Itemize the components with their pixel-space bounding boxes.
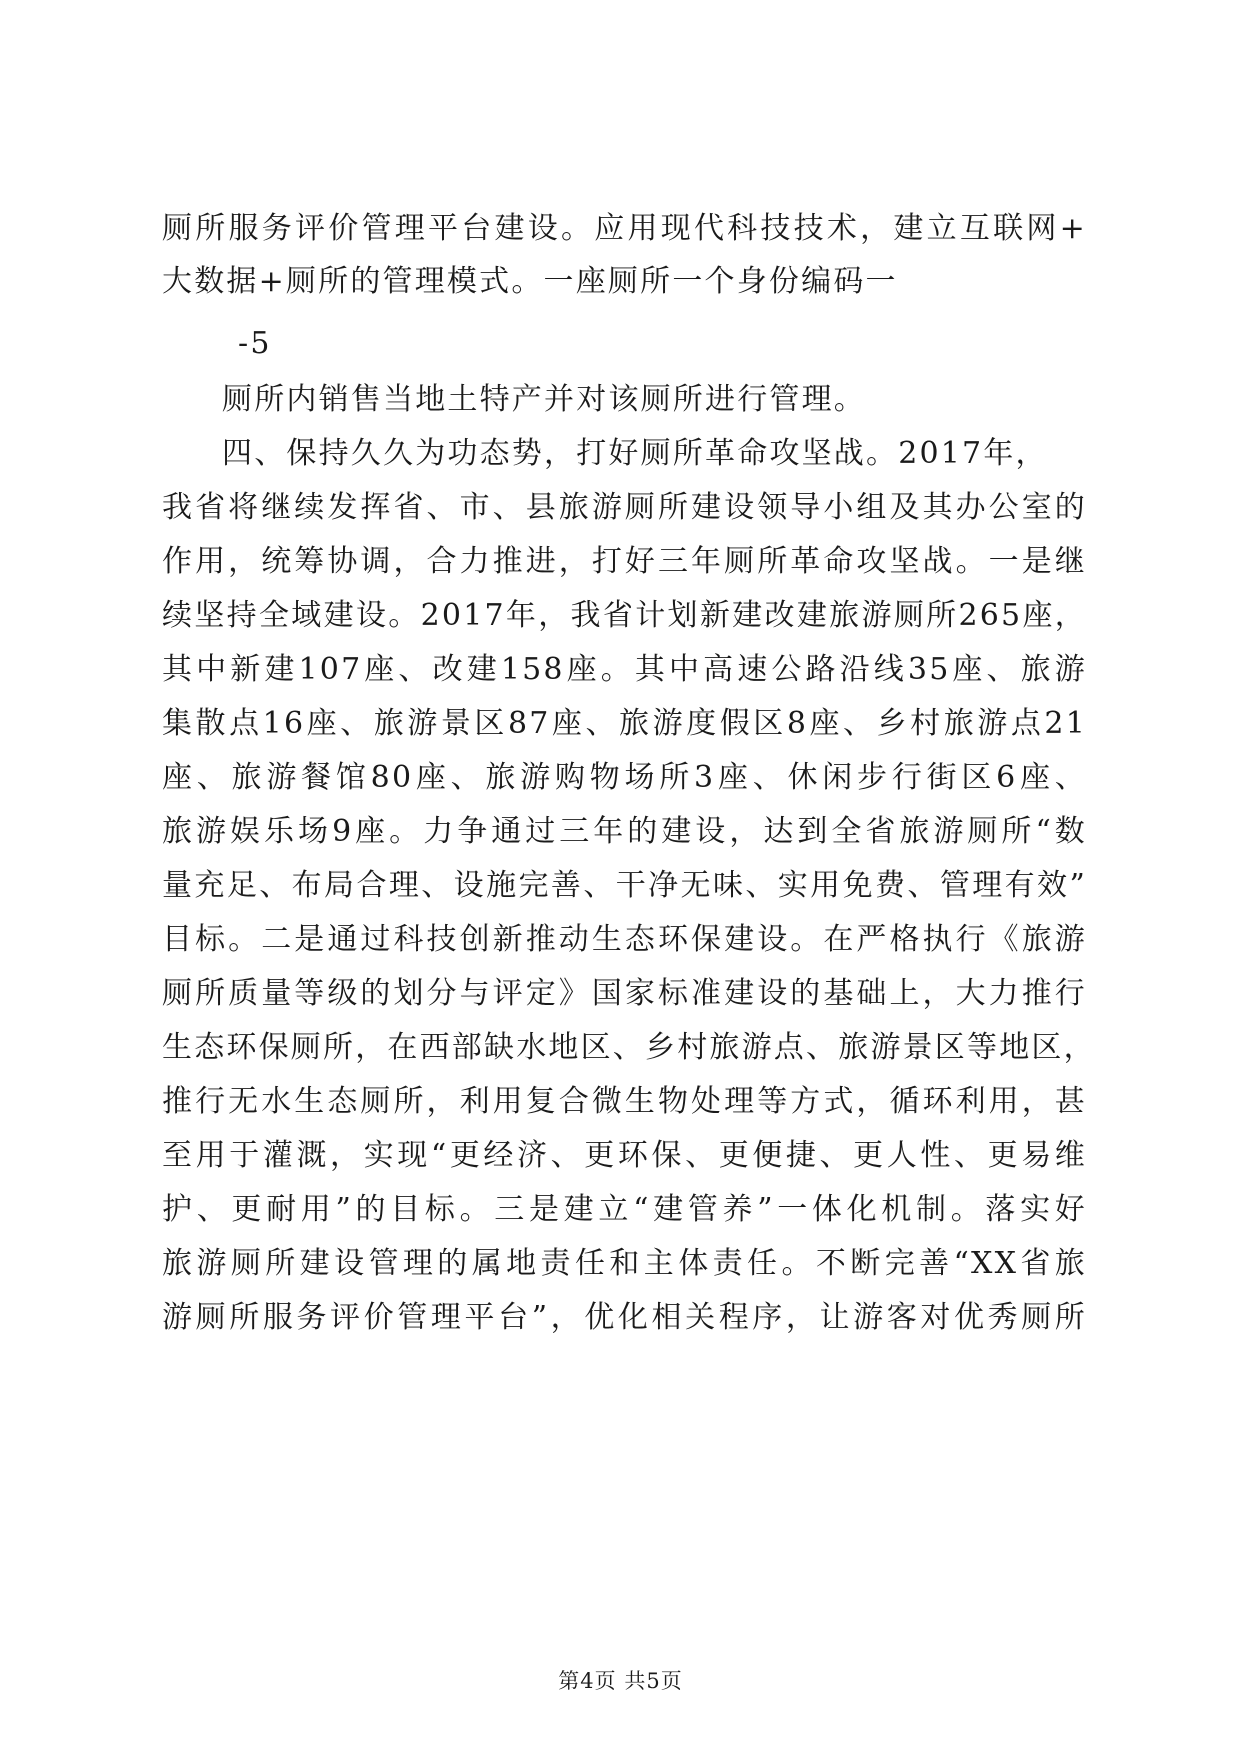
text-line: 旅游娱乐场9座。力争通过三年的建设，达到全省旅游厕所“数: [162, 814, 1087, 849]
page-marker: -5: [238, 326, 272, 361]
text-line: 至用于灌溉，实现“更经济、更环保、更便捷、更人性、更易维: [162, 1138, 1087, 1173]
text-line: 续坚持全域建设。2017年，我省计划新建改建旅游厕所265座，: [162, 598, 1087, 633]
section-heading-line: 四、保持久久为功态势，打好厕所革命攻坚战。2017年，: [222, 436, 1048, 471]
text-line: 大数据+厕所的管理模式。一座厕所一个身份编码一: [162, 264, 898, 299]
text-line: 护、更耐用”的目标。三是建立“建管养”一体化机制。落实好: [162, 1192, 1087, 1227]
text-line: 旅游厕所建设管理的属地责任和主体责任。不断完善“XX省旅: [162, 1246, 1087, 1281]
page-footer: 第4页 共5页: [558, 1669, 683, 1693]
text-line: 其中新建107座、改建158座。其中高速公路沿线35座、旅游: [162, 652, 1087, 687]
text-line: 我省将继续发挥省、市、县旅游厕所建设领导小组及其办公室的: [162, 490, 1087, 525]
text-line: 目标。二是通过科技创新推动生态环保建设。在严格执行《旅游: [162, 922, 1087, 957]
text-line: 推行无水生态厕所，利用复合微生物处理等方式，循环利用，甚: [162, 1084, 1087, 1119]
text-line: 作用，统筹协调，合力推进，打好三年厕所革命攻坚战。一是继: [162, 544, 1087, 579]
text-line: 量充足、布局合理、设施完善、干净无味、实用免费、管理有效”: [162, 868, 1087, 903]
text-line: 厕所质量等级的划分与评定》国家标准建设的基础上，大力推行: [162, 976, 1087, 1011]
text-line: 座、旅游餐馆80座、旅游购物场所3座、休闲步行街区6座、: [162, 760, 1087, 795]
text-line: 厕所服务评价管理平台建设。应用现代科技技术，建立互联网+: [162, 211, 1087, 246]
text-line: 游厕所服务评价管理平台”，优化相关程序，让游客对优秀厕所: [162, 1300, 1087, 1335]
text-line: 厕所内销售当地土特产并对该厕所进行管理。: [222, 382, 866, 417]
text-line: 集散点16座、旅游景区87座、旅游度假区8座、乡村旅游点21: [162, 706, 1087, 741]
text-line: 生态环保厕所，在西部缺水地区、乡村旅游点、旅游景区等地区，: [162, 1030, 1096, 1065]
